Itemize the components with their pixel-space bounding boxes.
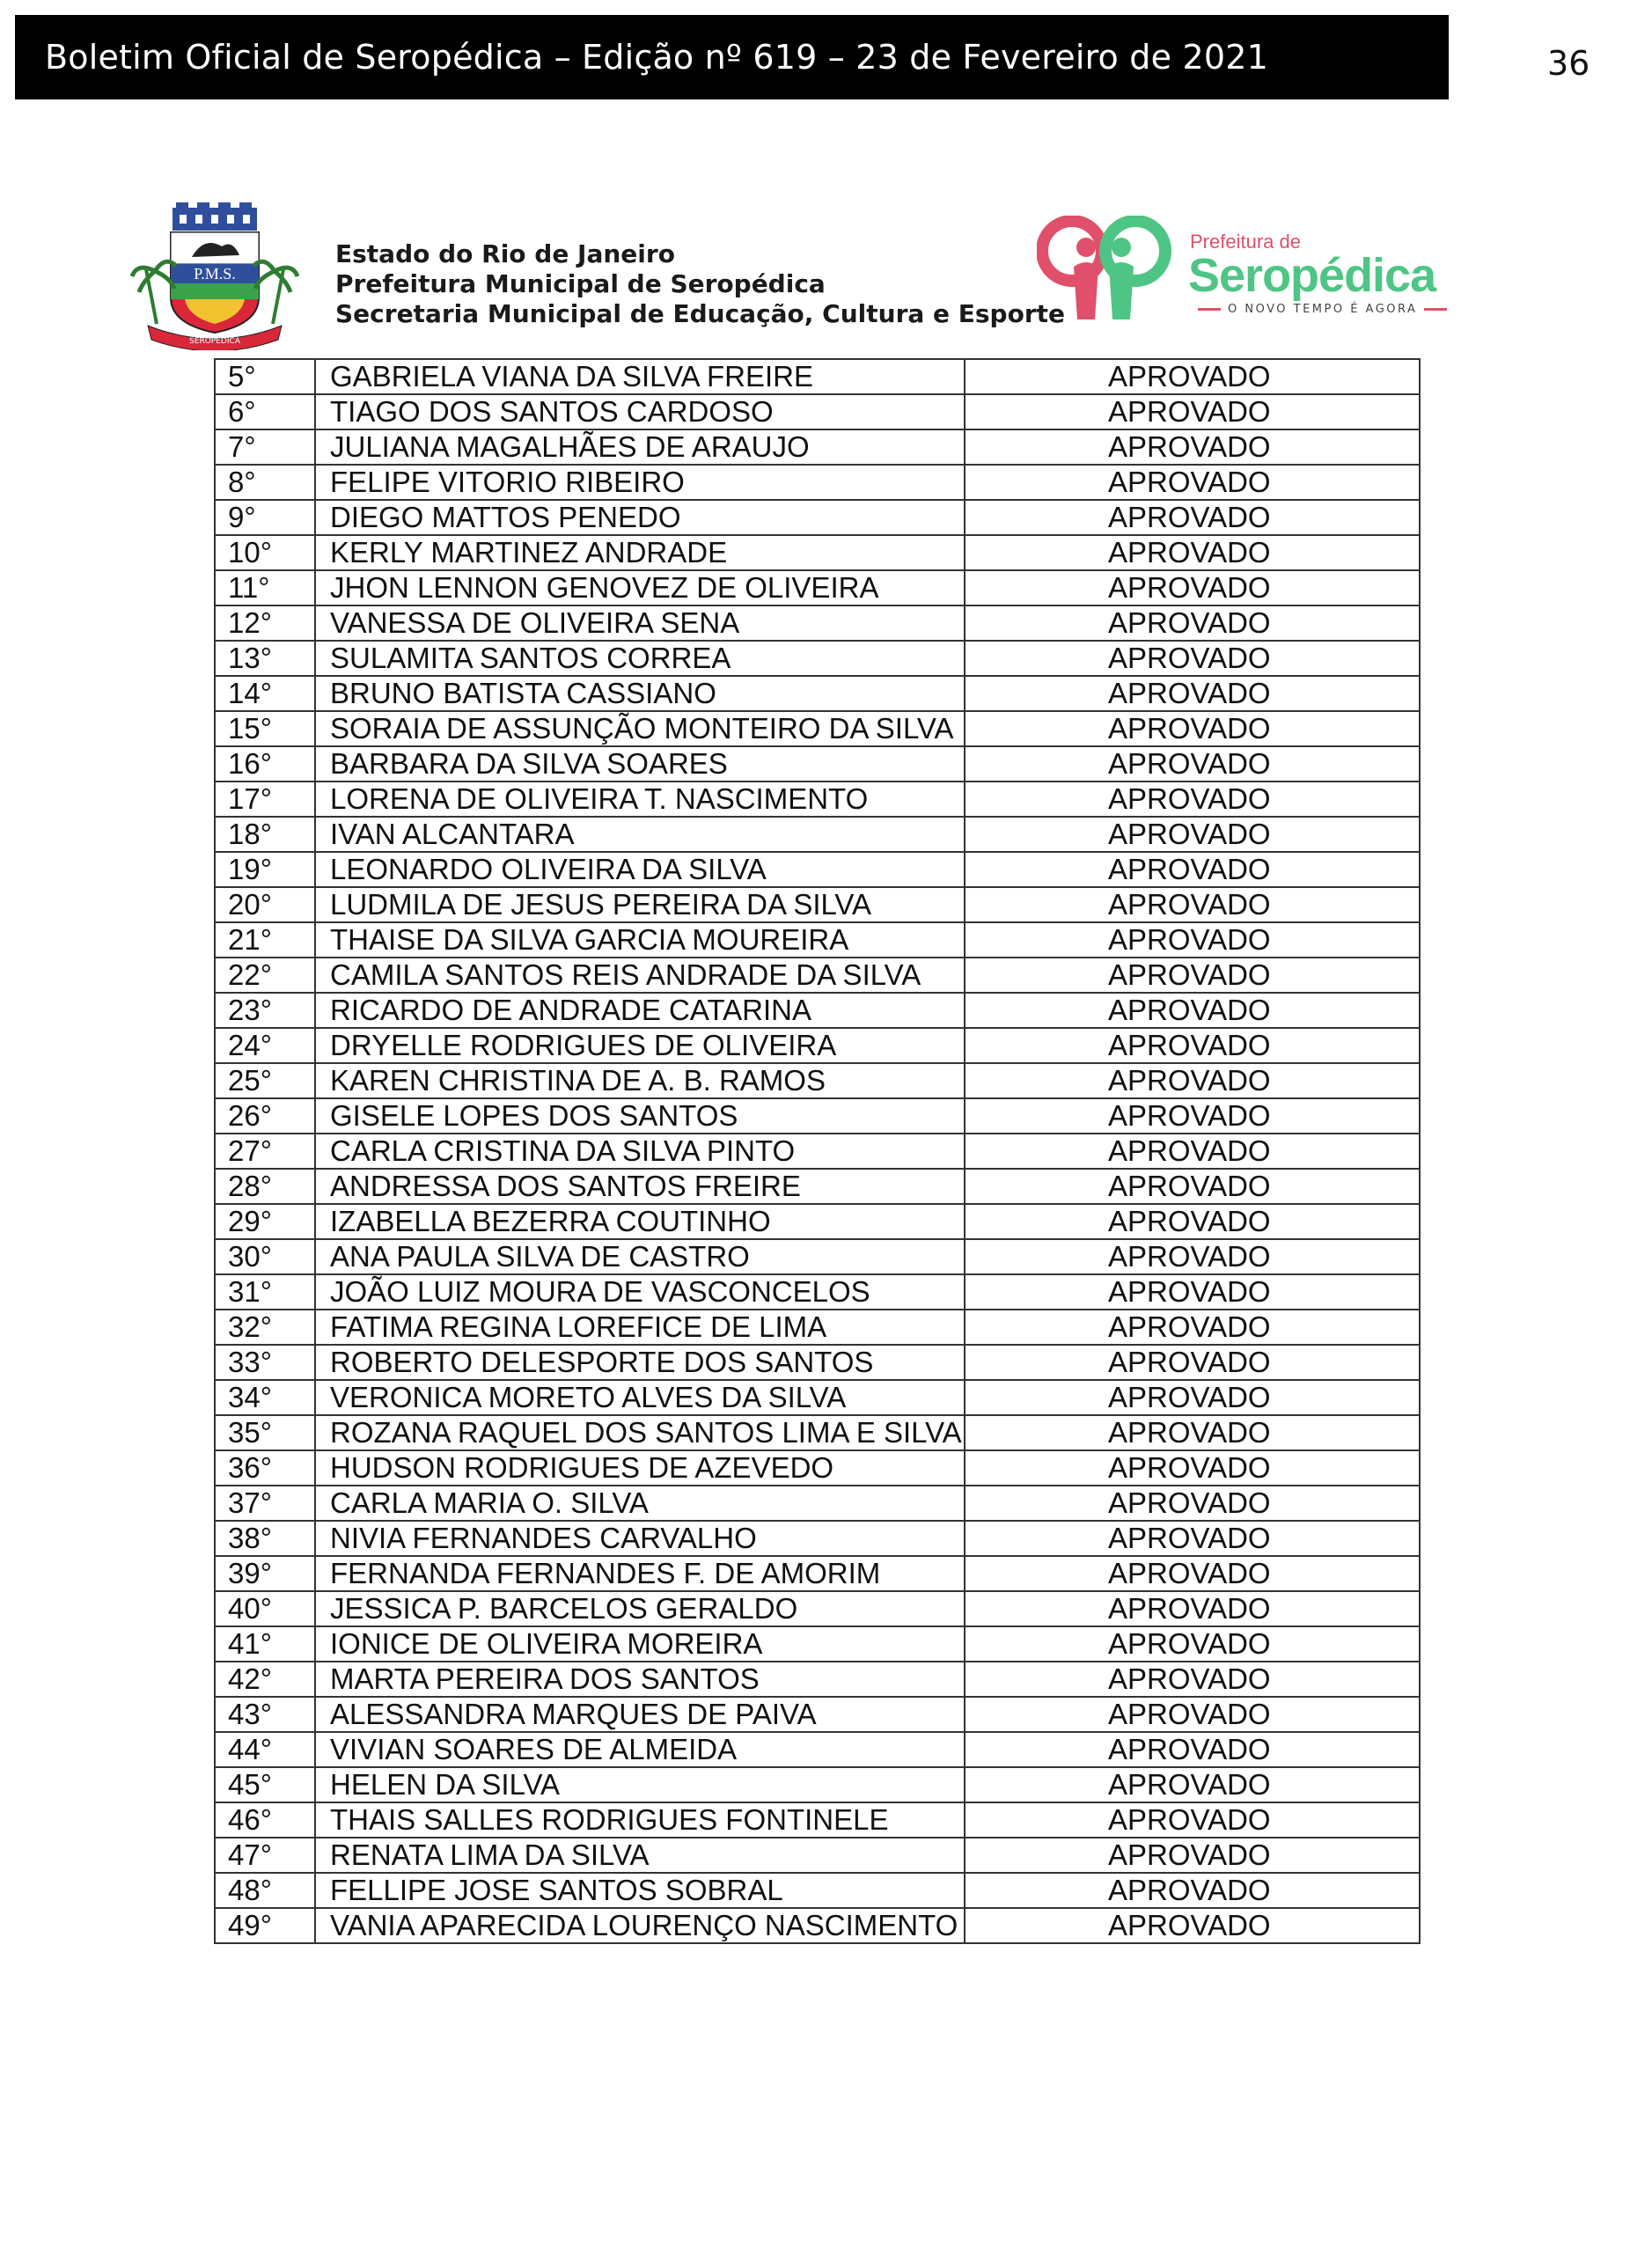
candidate-name-cell: VIVIAN SOARES DE ALMEIDA — [315, 1732, 965, 1767]
status-cell: APROVADO — [965, 1626, 1420, 1662]
status-cell: APROVADO — [965, 1767, 1420, 1802]
candidate-name-cell: ANA PAULA SILVA DE CASTRO — [315, 1239, 965, 1274]
candidate-name-cell: HUDSON RODRIGUES DE AZEVEDO — [315, 1450, 965, 1486]
status-cell: APROVADO — [965, 1134, 1420, 1169]
status-cell: APROVADO — [965, 1239, 1420, 1274]
table-row — [215, 922, 1420, 958]
table-row — [215, 1169, 1420, 1204]
table-row — [215, 394, 1420, 429]
status-cell: APROVADO — [965, 746, 1420, 782]
letterhead-state: Estado do Rio de Janeiro — [335, 239, 675, 268]
table-row — [215, 1134, 1420, 1169]
crest-initials: P.M.S. — [194, 265, 236, 283]
table-row — [215, 570, 1420, 605]
candidate-name-cell: ROBERTO DELESPORTE DOS SANTOS — [315, 1345, 965, 1380]
letterhead — [335, 239, 1065, 329]
candidate-name-cell: JESSICA P. BARCELOS GERALDO — [315, 1591, 965, 1626]
results-table-body — [215, 359, 1420, 1943]
candidate-name-cell: JOÃO LUIZ MOURA DE VASCONCELOS — [315, 1274, 965, 1310]
rank-cell: 29° — [215, 1204, 315, 1239]
rank-cell: 12° — [215, 605, 315, 641]
table-row — [215, 1802, 1420, 1838]
status-cell: APROVADO — [965, 1063, 1420, 1098]
status-cell: APROVADO — [965, 1345, 1420, 1380]
table-row — [215, 1450, 1420, 1486]
table-row — [215, 500, 1420, 535]
logo-script-text: Prefeitura de — [1190, 231, 1301, 253]
candidate-name-cell: CARLA MARIA O. SILVA — [315, 1486, 965, 1521]
candidate-name-cell: IVAN ALCANTARA — [315, 817, 965, 852]
table-row — [215, 993, 1420, 1028]
table-row — [215, 465, 1420, 500]
rank-cell: 45° — [215, 1767, 315, 1802]
status-cell: APROVADO — [965, 852, 1420, 887]
status-cell: APROVADO — [965, 922, 1420, 958]
rank-cell: 17° — [215, 782, 315, 817]
candidate-name-cell: VANIA APARECIDA LOURENÇO NASCIMENTO — [315, 1908, 965, 1943]
status-cell: APROVADO — [965, 1838, 1420, 1873]
status-cell: APROVADO — [965, 570, 1420, 605]
table-row — [215, 676, 1420, 711]
candidate-name-cell: KERLY MARTINEZ ANDRADE — [315, 535, 965, 570]
table-row — [215, 1732, 1420, 1767]
candidate-name-cell: LEONARDO OLIVEIRA DA SILVA — [315, 852, 965, 887]
table-row — [215, 1767, 1420, 1802]
rank-cell: 40° — [215, 1591, 315, 1626]
table-row — [215, 1098, 1420, 1134]
rank-cell: 10° — [215, 535, 315, 570]
rank-cell: 13° — [215, 641, 315, 676]
candidate-name-cell: FELLIPE JOSE SANTOS SOBRAL — [315, 1873, 965, 1908]
table-row — [215, 1697, 1420, 1732]
status-cell: APROVADO — [965, 1591, 1420, 1626]
candidate-name-cell: VERONICA MORETO ALVES DA SILVA — [315, 1380, 965, 1415]
rank-cell: 34° — [215, 1380, 315, 1415]
table-row — [215, 1838, 1420, 1873]
status-cell: APROVADO — [965, 1450, 1420, 1486]
status-cell: APROVADO — [965, 676, 1420, 711]
status-cell: APROVADO — [965, 817, 1420, 852]
table-row — [215, 1415, 1420, 1450]
rank-cell: 25° — [215, 1063, 315, 1098]
status-cell: APROVADO — [965, 1274, 1420, 1310]
letterhead-prefecture: Prefeitura Municipal de Seropédica — [335, 269, 826, 298]
candidate-name-cell: JHON LENNON GENOVEZ DE OLIVEIRA — [315, 570, 965, 605]
rank-cell: 43° — [215, 1697, 315, 1732]
rank-cell: 42° — [215, 1662, 315, 1697]
rank-cell: 16° — [215, 746, 315, 782]
rank-cell: 21° — [215, 922, 315, 958]
candidate-name-cell: GABRIELA VIANA DA SILVA FREIRE — [315, 359, 965, 394]
table-row — [215, 746, 1420, 782]
status-cell: APROVADO — [965, 1204, 1420, 1239]
candidate-name-cell: FELIPE VITORIO RIBEIRO — [315, 465, 965, 500]
crest-banner-text: SEROPÉDICA — [189, 337, 240, 346]
rank-cell: 14° — [215, 676, 315, 711]
table-row — [215, 1556, 1420, 1591]
rank-cell: 28° — [215, 1169, 315, 1204]
page-number: 36 — [1547, 44, 1590, 83]
rank-cell: 36° — [215, 1450, 315, 1486]
rank-cell: 32° — [215, 1310, 315, 1345]
table-row — [215, 1521, 1420, 1556]
candidate-name-cell: DIEGO MATTOS PENEDO — [315, 500, 965, 535]
status-cell: APROVADO — [965, 500, 1420, 535]
rank-cell: 11° — [215, 570, 315, 605]
status-cell: APROVADO — [965, 1380, 1420, 1415]
rank-cell: 9° — [215, 500, 315, 535]
rank-cell: 48° — [215, 1873, 315, 1908]
rank-cell: 7° — [215, 429, 315, 465]
table-row — [215, 958, 1420, 993]
table-row — [215, 1345, 1420, 1380]
rank-cell: 47° — [215, 1838, 315, 1873]
candidate-name-cell: JULIANA MAGALHÃES DE ARAUJO — [315, 429, 965, 465]
candidate-name-cell: KAREN CHRISTINA DE A. B. RAMOS — [315, 1063, 965, 1098]
rank-cell: 35° — [215, 1415, 315, 1450]
table-row — [215, 1486, 1420, 1521]
rank-cell: 26° — [215, 1098, 315, 1134]
rank-cell: 38° — [215, 1521, 315, 1556]
candidate-name-cell: SULAMITA SANTOS CORREA — [315, 641, 965, 676]
logo-slogan-text: O NOVO TEMPO É AGORA — [1228, 303, 1418, 316]
status-cell: APROVADO — [965, 1556, 1420, 1591]
status-cell: APROVADO — [965, 958, 1420, 993]
rank-cell: 33° — [215, 1345, 315, 1380]
rank-cell: 41° — [215, 1626, 315, 1662]
candidate-name-cell: MARTA PEREIRA DOS SANTOS — [315, 1662, 965, 1697]
candidate-name-cell: HELEN DA SILVA — [315, 1767, 965, 1802]
status-cell: APROVADO — [965, 605, 1420, 641]
status-cell: APROVADO — [965, 1486, 1420, 1521]
rank-cell: 46° — [215, 1802, 315, 1838]
candidate-name-cell: TIAGO DOS SANTOS CARDOSO — [315, 394, 965, 429]
status-cell: APROVADO — [965, 1732, 1420, 1767]
table-row — [215, 1204, 1420, 1239]
table-row — [215, 887, 1420, 922]
candidate-name-cell: CAMILA SANTOS REIS ANDRADE DA SILVA — [315, 958, 965, 993]
table-row — [215, 711, 1420, 746]
status-cell: APROVADO — [965, 1028, 1420, 1063]
candidate-name-cell: LUDMILA DE JESUS PEREIRA DA SILVA — [315, 887, 965, 922]
table-row — [215, 535, 1420, 570]
candidate-name-cell: ROZANA RAQUEL DOS SANTOS LIMA E SILVA — [315, 1415, 965, 1450]
status-cell: APROVADO — [965, 535, 1420, 570]
table-row — [215, 852, 1420, 887]
table-row — [215, 1873, 1420, 1908]
municipal-crest-icon — [130, 201, 299, 350]
status-cell: APROVADO — [965, 429, 1420, 465]
logo-slogan — [1191, 303, 1454, 316]
table-row — [215, 605, 1420, 641]
results-table — [214, 358, 1421, 1944]
table-row — [215, 817, 1420, 852]
candidate-name-cell: ALESSANDRA MARQUES DE PAIVA — [315, 1697, 965, 1732]
table-row — [215, 359, 1420, 394]
table-row — [215, 1908, 1420, 1943]
status-cell: APROVADO — [965, 887, 1420, 922]
status-cell: APROVADO — [965, 1521, 1420, 1556]
candidate-name-cell: FATIMA REGINA LOREFICE DE LIMA — [315, 1310, 965, 1345]
table-row — [215, 1239, 1420, 1274]
status-cell: APROVADO — [965, 359, 1420, 394]
status-cell: APROVADO — [965, 1662, 1420, 1697]
rank-cell: 6° — [215, 394, 315, 429]
status-cell: APROVADO — [965, 1098, 1420, 1134]
table-row — [215, 1310, 1420, 1345]
table-row — [215, 1380, 1420, 1415]
rank-cell: 31° — [215, 1274, 315, 1310]
rank-cell: 39° — [215, 1556, 315, 1591]
rank-cell: 23° — [215, 993, 315, 1028]
status-cell: APROVADO — [965, 1908, 1420, 1943]
table-row — [215, 1274, 1420, 1310]
rank-cell: 24° — [215, 1028, 315, 1063]
candidate-name-cell: RICARDO DE ANDRADE CATARINA — [315, 993, 965, 1028]
candidate-name-cell: GISELE LOPES DOS SANTOS — [315, 1098, 965, 1134]
table-row — [215, 429, 1420, 465]
rank-cell: 44° — [215, 1732, 315, 1767]
status-cell: APROVADO — [965, 465, 1420, 500]
candidate-name-cell: IONICE DE OLIVEIRA MOREIRA — [315, 1626, 965, 1662]
rank-cell: 8° — [215, 465, 315, 500]
bulletin-header-bar — [15, 15, 1449, 99]
candidate-name-cell: VANESSA DE OLIVEIRA SENA — [315, 605, 965, 641]
rank-cell: 18° — [215, 817, 315, 852]
status-cell: APROVADO — [965, 711, 1420, 746]
table-row — [215, 1063, 1420, 1098]
status-cell: APROVADO — [965, 1697, 1420, 1732]
candidate-name-cell: DRYELLE RODRIGUES DE OLIVEIRA — [315, 1028, 965, 1063]
rank-cell: 27° — [215, 1134, 315, 1169]
status-cell: APROVADO — [965, 1873, 1420, 1908]
candidate-name-cell: NIVIA FERNANDES CARVALHO — [315, 1521, 965, 1556]
rank-cell: 49° — [215, 1908, 315, 1943]
table-row — [215, 1591, 1420, 1626]
candidate-name-cell: LORENA DE OLIVEIRA T. NASCIMENTO — [315, 782, 965, 817]
status-cell: APROVADO — [965, 641, 1420, 676]
table-row — [215, 1028, 1420, 1063]
table-row — [215, 641, 1420, 676]
candidate-name-cell: THAIS SALLES RODRIGUES FONTINELE — [315, 1802, 965, 1838]
table-row — [215, 1662, 1420, 1697]
logo-name-text: Seropédica — [1188, 249, 1436, 302]
status-cell: APROVADO — [965, 993, 1420, 1028]
candidate-name-cell: THAISE DA SILVA GARCIA MOUREIRA — [315, 922, 965, 958]
candidate-name-cell: SORAIA DE ASSUNÇÃO MONTEIRO DA SILVA — [315, 711, 965, 746]
candidate-name-cell: FERNANDA FERNANDES F. DE AMORIM — [315, 1556, 965, 1591]
rank-cell: 19° — [215, 852, 315, 887]
status-cell: APROVADO — [965, 782, 1420, 817]
bulletin-title: Boletim Oficial de Seropédica – Edição nº 619 – 23 de Fevereiro de 2021 — [45, 38, 1268, 77]
status-cell: APROVADO — [965, 394, 1420, 429]
rank-cell: 20° — [215, 887, 315, 922]
candidate-name-cell: RENATA LIMA DA SILVA — [315, 1838, 965, 1873]
rank-cell: 15° — [215, 711, 315, 746]
candidate-name-cell: BARBARA DA SILVA SOARES — [315, 746, 965, 782]
status-cell: APROVADO — [965, 1802, 1420, 1838]
rank-cell: 30° — [215, 1239, 315, 1274]
rank-cell: 37° — [215, 1486, 315, 1521]
status-cell: APROVADO — [965, 1310, 1420, 1345]
candidate-name-cell: BRUNO BATISTA CASSIANO — [315, 676, 965, 711]
rank-cell: 5° — [215, 359, 315, 394]
status-cell: APROVADO — [965, 1169, 1420, 1204]
rank-cell: 22° — [215, 958, 315, 993]
candidate-name-cell: IZABELLA BEZERRA COUTINHO — [315, 1204, 965, 1239]
letterhead-secretariat: Secretaria Municipal de Educação, Cultura e Esporte — [335, 299, 1066, 328]
status-cell: APROVADO — [965, 1415, 1420, 1450]
candidate-name-cell: ANDRESSA DOS SANTOS FREIRE — [315, 1169, 965, 1204]
table-row — [215, 782, 1420, 817]
table-row — [215, 1626, 1420, 1662]
candidate-name-cell: CARLA CRISTINA DA SILVA PINTO — [315, 1134, 965, 1169]
